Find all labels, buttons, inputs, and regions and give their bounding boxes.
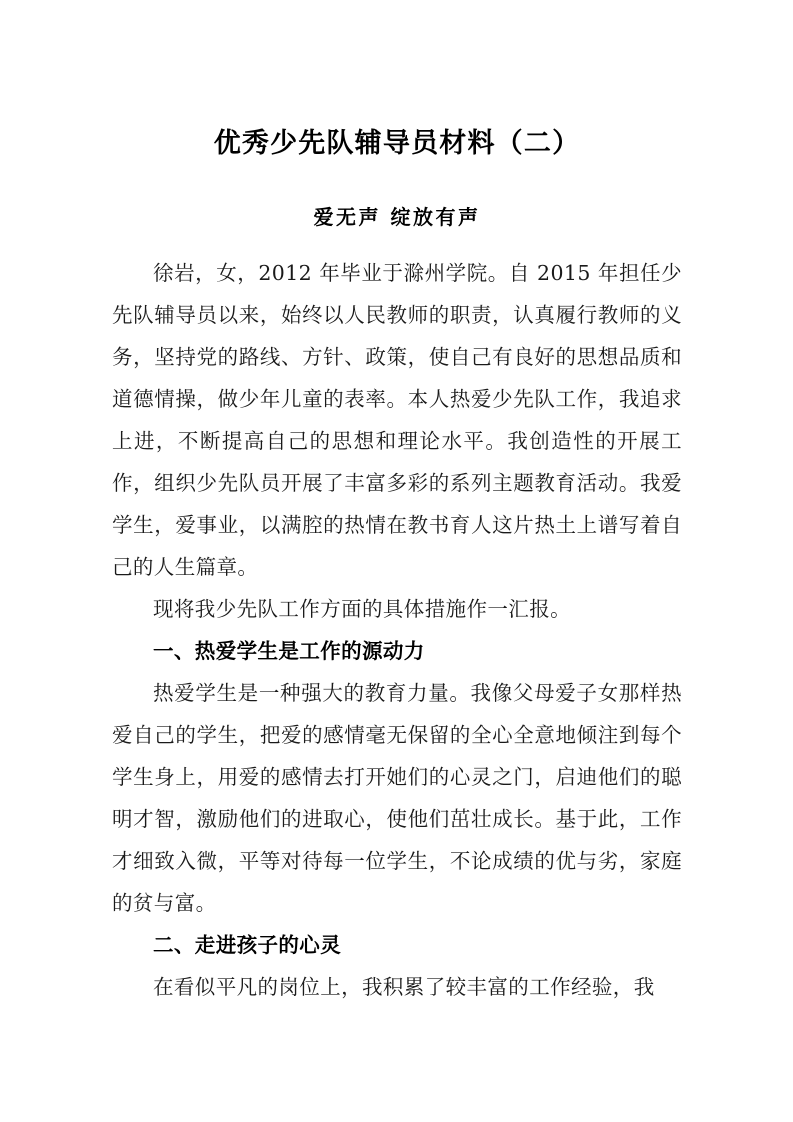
paragraph-section-one: 热爱学生是一种强大的教育力量。我像父母爱子女那样热爱自己的学生，把爱的感情毫无保留的全心全意地倾注到每个学生身上，用爱的感情去打开她们的心灵之门，启迪他们的聪明才智，激励他们的进取心，使他们茁壮成长。基于此，工作才细致入微，平等对待每一位学生，不论成绩的优与劣，家庭的贫与富。 — [112, 681, 682, 915]
page-title: 优秀少先队辅导员材料（二） — [213, 128, 581, 159]
section-heading-one: 一、热爱学生是工作的源动力 — [153, 639, 425, 663]
paragraph-report-lead: 现将我少先队工作方面的具体措施作一汇报。 — [153, 597, 571, 621]
document-subtitle: 爱无声 绽放有声 — [313, 205, 481, 229]
section-heading-two: 二、走进孩子的心灵 — [153, 933, 342, 957]
paragraph-introduction: 徐岩，女，2012 年毕业于滁州学院。自 2015 年担任少先队辅导员以来，始终以人民教师的职责，认真履行教师的义务，坚持党的路线、方针、政策，使自己有良好的思想品质和道德情操，做少年儿童的表率。本人热爱少先队工作，我追求上进，不断提高自己的思想和理论水平。我创造性的开展工作，组织少先队员开展了丰富多彩的系列主题教育活动。我爱学生，爱事业，以满腔的热情在教书育人这片热土上谱写着自己的人生篇章。 — [112, 261, 682, 579]
paragraph-section-two: 在看似平凡的岗位上，我积累了较丰富的工作经验，我 — [153, 975, 655, 999]
document-content — [112, 0, 682, 1008]
